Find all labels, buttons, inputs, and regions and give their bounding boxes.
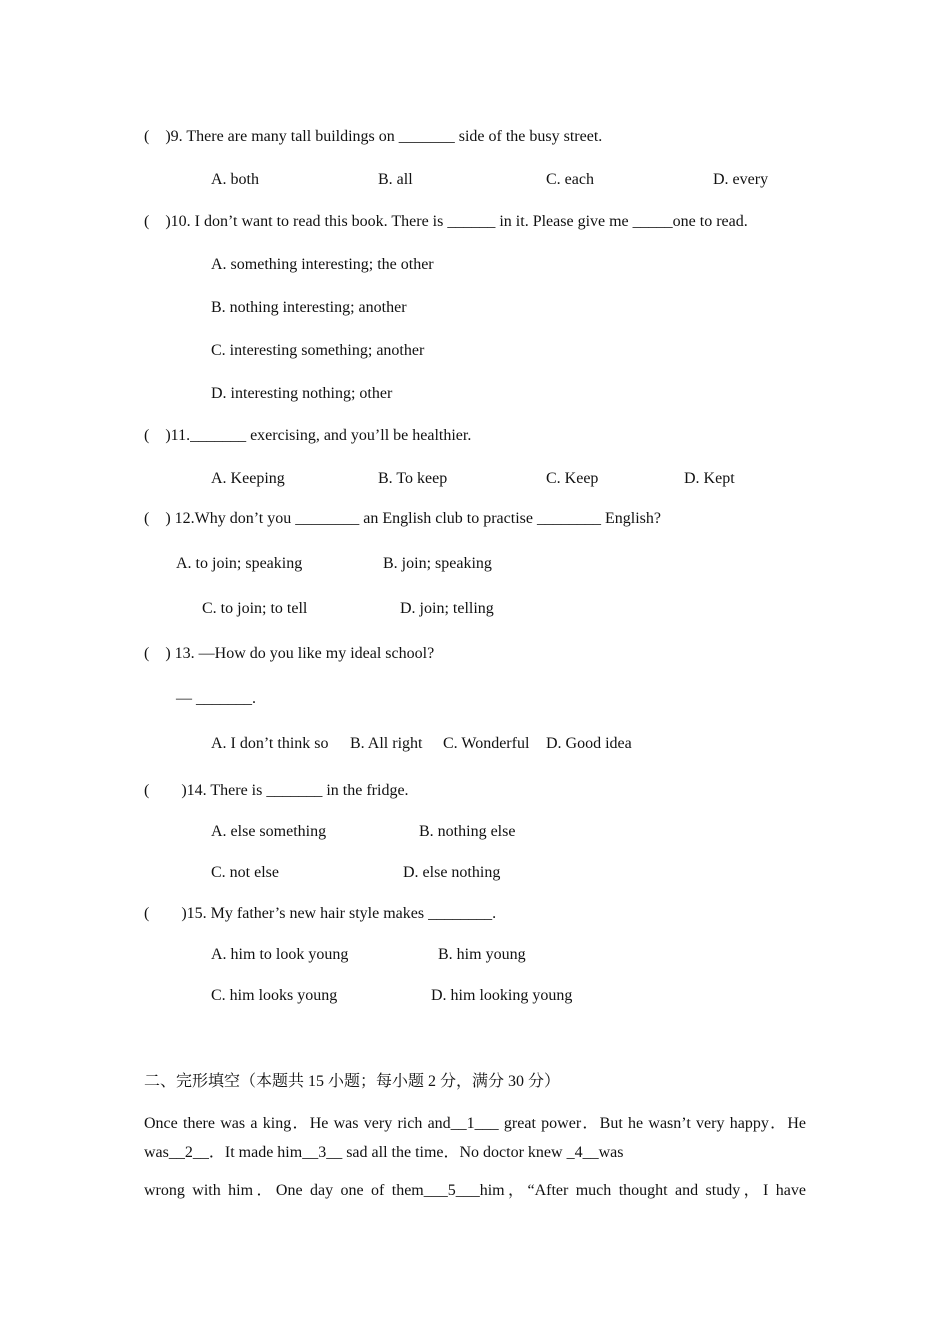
q10-option-b: B. nothing interesting; another (211, 299, 407, 316)
q14-option-c: C. not else (211, 864, 279, 881)
cloze-paragraph-2: wrong with him．One day one of them___5___him，“After much thought and study，I have (144, 1182, 806, 1199)
q14-option-b: B. nothing else (419, 823, 516, 840)
q10-option-a: A. something interesting; the other (211, 256, 434, 273)
q15-option-d: D. him looking young (431, 987, 573, 1004)
q14-option-d: D. else nothing (403, 864, 501, 881)
q9-option-a: A. both (211, 171, 259, 188)
question-13-stem: ( ) 13. —How do you like my ideal school? (144, 645, 435, 662)
q13-option-a: A. I don’t think so (211, 735, 329, 752)
q14-option-a: A. else something (211, 823, 327, 840)
q11-option-b: B. To keep (378, 470, 448, 487)
q13-reply: — _______. (176, 690, 256, 707)
question-11-stem: ( )11._______ exercising, and you’ll be healthier. (144, 427, 472, 444)
question-14-stem: ( )14. There is _______ in the fridge. (144, 782, 409, 799)
q11-option-c: C. Keep (546, 470, 599, 487)
q9-option-c: C. each (546, 171, 594, 188)
q9-option-d: D. every (713, 171, 769, 188)
q12-option-d: D. join; telling (400, 600, 494, 617)
q11-option-d: D. Kept (684, 470, 735, 487)
q11-option-a: A. Keeping (211, 470, 285, 487)
cloze-section-title: 二、完形填空（本题共 15 小题；每小题 2 分，满分 30 分） (144, 1073, 561, 1090)
q13-option-b: B. All right (350, 735, 423, 752)
question-10-stem: ( )10. I don’t want to read this book. There is ______ in it. Please give me _____one to read. (144, 213, 748, 230)
q12-option-a: A. to join; speaking (176, 555, 303, 572)
q15-option-a: A. him to look young (211, 946, 349, 963)
question-9-stem: ( )9. There are many tall buildings on _______ side of the busy street. (144, 128, 603, 145)
q13-option-d: D. Good idea (546, 735, 632, 752)
q15-option-b: B. him young (438, 946, 526, 963)
q13-option-c: C. Wonderful (443, 735, 530, 752)
q12-option-c: C. to join; to tell (202, 600, 308, 617)
cloze-paragraph-1: Once there was a king．He was very rich and__1___ great power．But he wasn’t very happy．He was__2__．It made him__3__ sad all the time．No doctor knew _4__was (144, 1115, 806, 1161)
q10-option-c: C. interesting something; another (211, 342, 425, 359)
q15-option-c: C. him looks young (211, 987, 338, 1004)
q10-option-d: D. interesting nothing; other (211, 385, 393, 402)
question-12-stem: ( ) 12.Why don’t you ________ an English club to practise ________ English? (144, 510, 661, 527)
q9-option-b: B. all (378, 171, 413, 188)
q12-option-b: B. join; speaking (383, 555, 492, 572)
question-15-stem: ( )15. My father’s new hair style makes ________. (144, 905, 497, 922)
